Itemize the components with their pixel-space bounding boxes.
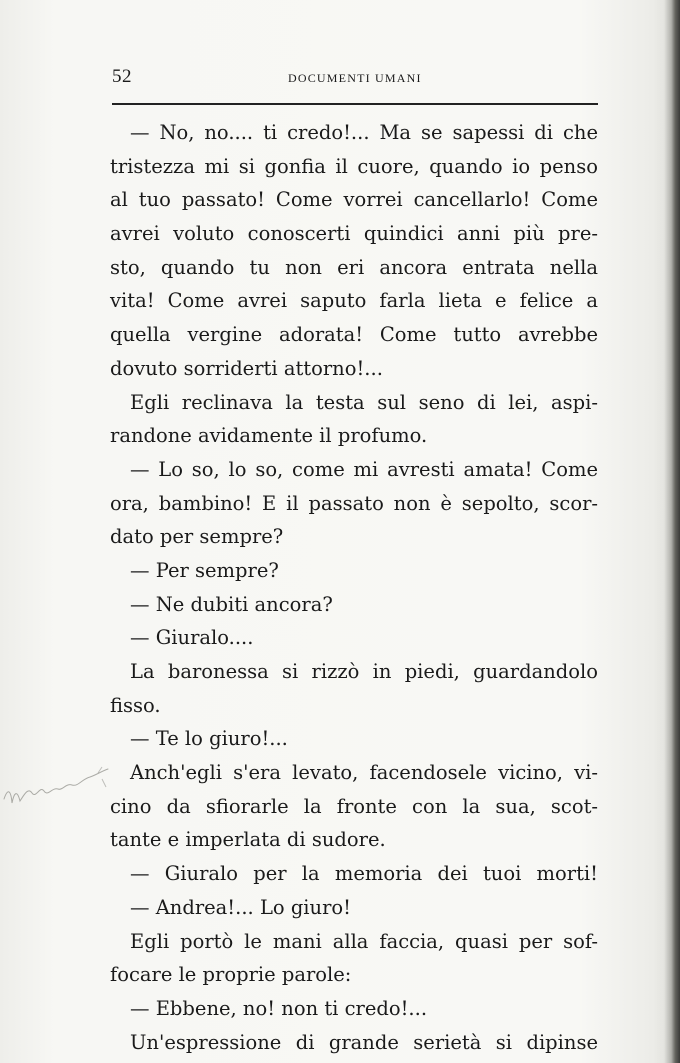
text-line: — Giuralo per la memoria dei tuoi morti! <box>130 862 598 886</box>
text-line: dato per sempre? <box>110 525 284 549</box>
text-line: dovuto sorriderti attorno!... <box>110 356 383 380</box>
text-line: quella vergine adorata! Come tutto avrebbe <box>110 323 598 347</box>
text-line: Anch'egli s'era levato, facendosele vicino, vi- <box>130 761 598 785</box>
text-line: Un'espressione di grande serietà si dipinse <box>130 1030 598 1054</box>
text-line: tante e imperlata di sudore. <box>110 828 386 852</box>
text-line: — Andrea!... Lo giuro! <box>130 895 352 919</box>
text-line: — Giuralo.... <box>130 626 254 650</box>
text-line: fisso. <box>110 693 161 717</box>
margin-pencil-mark <box>2 765 112 815</box>
text-line: — Te lo giuro!... <box>130 727 288 751</box>
text-line: sto, quando tu non eri ancora entrata nella <box>110 255 598 279</box>
text-line: — Lo so, lo so, come mi avresti amata! Come <box>130 457 598 481</box>
text-line: cino da sfiorarle la fronte con la sua, scot- <box>110 794 598 818</box>
text-line: avrei voluto conoscerti quindici anni più pre- <box>110 222 598 246</box>
text-line: Egli reclinava la testa sul seno di lei, aspi- <box>130 390 598 414</box>
header-rule <box>112 103 598 105</box>
text-line: La baronessa si rizzò in piedi, guardandolo <box>130 660 598 683</box>
text-line: ora, bambino! E il passato non è sepolto, scor- <box>110 491 598 515</box>
text-line: — No, no.... ti credo!... Ma se sapessi di che <box>130 121 598 144</box>
text-line: Egli portò le mani alla faccia, quasi per sof- <box>130 929 598 953</box>
page-header <box>112 66 596 90</box>
text-line: randone avidamente il profumo. <box>110 424 428 448</box>
body-text <box>110 116 598 1059</box>
page-number: 52 <box>112 66 132 87</box>
text-line: focare le proprie parole: <box>110 963 352 987</box>
binding-shadow <box>664 0 680 1063</box>
text-line: tristezza mi si gonfia il cuore, quando io penso <box>110 154 598 178</box>
text-line: — Per sempre? <box>130 558 279 582</box>
text-line: vita! Come avrei saputo farla lieta e felice a <box>110 289 598 313</box>
text-line: — Ne dubiti ancora? <box>130 592 333 616</box>
text-line: — Ebbene, no! non ti credo!... <box>130 996 428 1020</box>
text-line: al tuo passato! Come vorrei cancellarlo! Come <box>110 188 598 212</box>
running-title: DOCUMENTI UMANI <box>288 71 422 85</box>
